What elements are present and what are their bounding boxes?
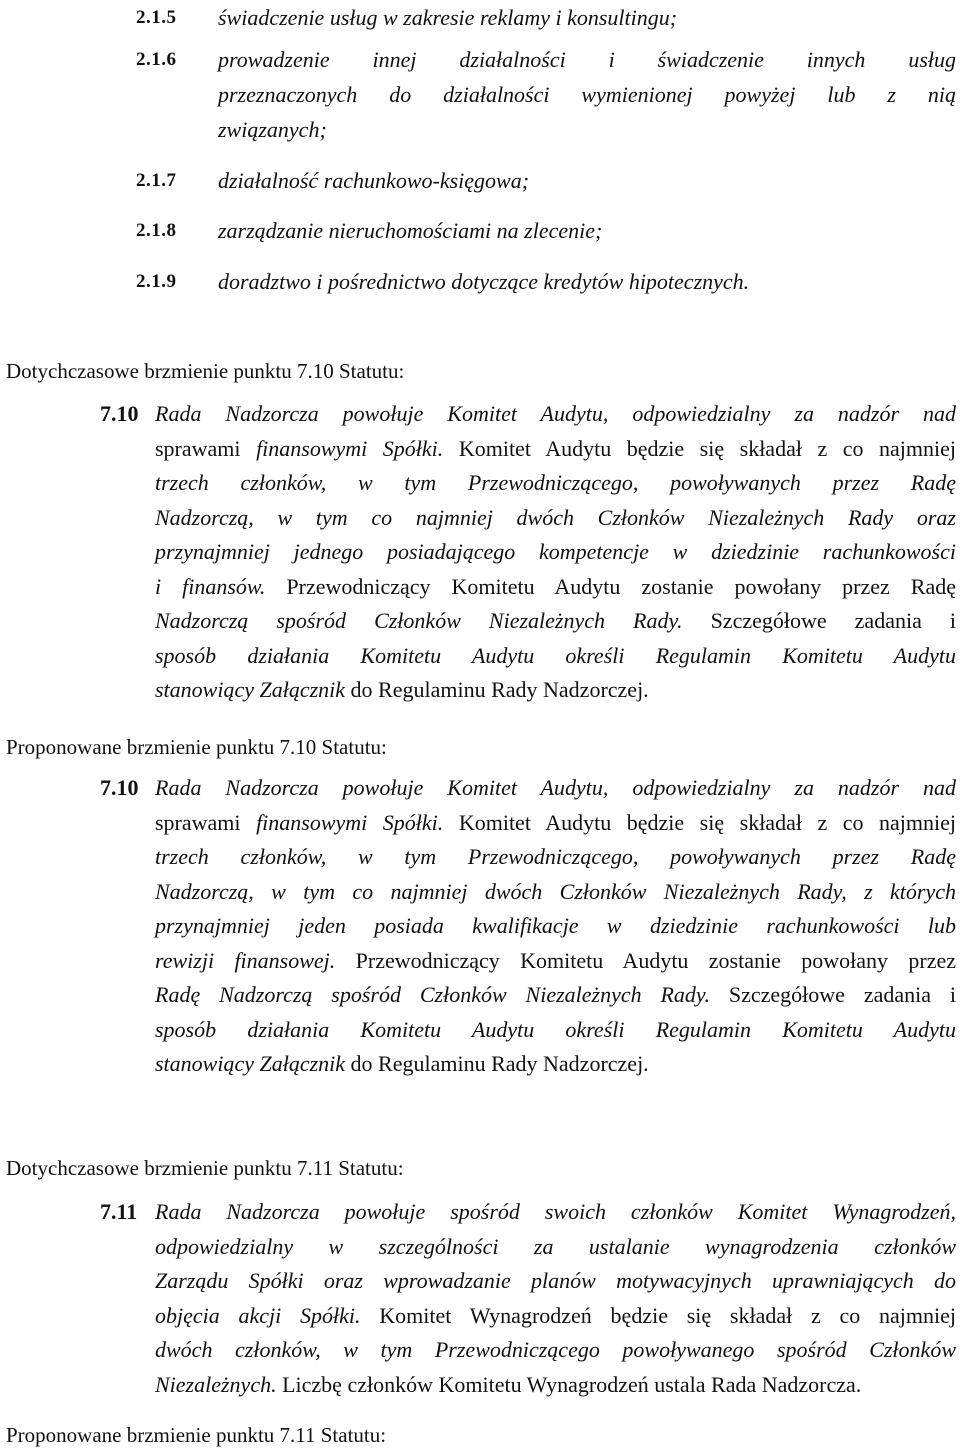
paragraph-line bbox=[155, 1013, 956, 1048]
section-heading: Proponowane brzmienie punktu 7.10 Statutu: bbox=[6, 735, 387, 759]
text-run: objęcia akcji Spółki. bbox=[155, 1302, 380, 1328]
paragraph-line bbox=[155, 978, 956, 1013]
text-run: sposób działania Komitetu Audytu określi Regulamin Komitetu Audytu bbox=[155, 642, 956, 668]
list-item-text: świadczenie usług w zakresie reklamy i konsultingu; bbox=[218, 5, 678, 30]
list-item-number: 2.1.8 bbox=[136, 220, 177, 241]
list-item-text-line: przeznaczonych do działalności wymienionej powyżej lub z nią bbox=[218, 82, 956, 107]
list-item-number: 2.1.7 bbox=[136, 170, 177, 191]
section-heading: Dotychczasowe brzmienie punktu 7.11 Statutu: bbox=[6, 1156, 404, 1180]
text-run: trzech członków, w tym Przewodniczącego, powoływanych przez Radę bbox=[155, 844, 956, 869]
list-item-text-line: związanych; bbox=[218, 117, 327, 142]
text-run: i finansów. bbox=[155, 573, 287, 599]
paragraph-line bbox=[155, 944, 956, 979]
paragraph-line bbox=[155, 840, 956, 875]
text-run: Szczegółowe zadania i bbox=[728, 982, 956, 1007]
paragraph-lines bbox=[155, 397, 956, 708]
section-heading: Proponowane brzmienie punktu 7.11 Statutu: bbox=[6, 1423, 387, 1447]
list-item bbox=[136, 42, 956, 147]
list-item-text: działalność rachunkowo-księgowa; bbox=[218, 168, 530, 193]
paragraph-line bbox=[155, 771, 956, 806]
text-run: sprawami bbox=[155, 809, 257, 835]
text-run: Niezależnych. bbox=[155, 1371, 283, 1397]
list-item bbox=[136, 0, 956, 35]
text-run: Komitet Audytu będzie się składał z co najmniej bbox=[458, 435, 957, 461]
paragraph-line bbox=[155, 535, 956, 570]
text-run: finansowymi Spółki. bbox=[256, 435, 459, 461]
list-item-text-line: prowadzenie innej działalności i świadczenie innych usług bbox=[218, 47, 956, 72]
text-run: rewizji finansowej. bbox=[155, 947, 356, 973]
text-run: Szczegółowe zadania i bbox=[710, 608, 956, 633]
list-item-text: zarządzanie nieruchomościami na zlecenie; bbox=[218, 218, 603, 243]
list-item-text: doradztwo i pośrednictwo dotyczące kredytów hipotecznych. bbox=[218, 269, 750, 294]
statute-paragraph bbox=[100, 1195, 956, 1402]
paragraph-line bbox=[155, 1264, 956, 1299]
paragraph-line bbox=[155, 1299, 956, 1334]
text-run: trzech członków, w tym Przewodniczącego, powoływanych przez Radę bbox=[155, 470, 956, 495]
text-run: Nadzorczą, w tym co najmniej dwóch Członków Niezależnych Rady, z których bbox=[155, 878, 956, 904]
text-run: do Regulaminu Rady Nadzorczej. bbox=[350, 677, 649, 702]
list-item-number: 2.1.9 bbox=[136, 271, 177, 292]
paragraph-line bbox=[155, 909, 956, 944]
paragraph-number: 7.10 bbox=[100, 401, 139, 426]
paragraph-line bbox=[155, 501, 956, 536]
list-item bbox=[136, 163, 956, 198]
list-item-number: 2.1.5 bbox=[136, 7, 177, 28]
text-run: Rada Nadzorcza powołuje spośród swoich członków Komitet Wynagrodzeń, bbox=[155, 1199, 956, 1224]
paragraph-line bbox=[155, 570, 956, 605]
text-run: Przewodniczący Komitetu Audytu zostanie powołany przez Radę bbox=[286, 573, 956, 599]
list-item bbox=[136, 264, 956, 299]
paragraph-line bbox=[155, 875, 956, 910]
paragraph-line bbox=[155, 1333, 956, 1368]
text-run: sprawami bbox=[155, 435, 257, 461]
text-run: finansowymi Spółki. bbox=[256, 809, 459, 835]
paragraph-lines bbox=[155, 771, 956, 1082]
text-run: Rada Nadzorcza powołuje Komitet Audytu, odpowiedzialny za nadzór nad bbox=[155, 401, 956, 426]
text-run: Radę Nadzorczą spośród Członków Niezależnych Rady. bbox=[155, 982, 729, 1007]
paragraph-line bbox=[155, 397, 956, 432]
text-run: Zarządu Spółki oraz wprowadzanie planów motywacyjnych uprawniających do bbox=[155, 1268, 956, 1293]
text-run: Rada Nadzorcza powołuje Komitet Audytu, odpowiedzialny za nadzór nad bbox=[155, 775, 956, 800]
text-run: stanowiący Załącznik bbox=[155, 677, 351, 702]
section-heading: Dotychczasowe brzmienie punktu 7.10 Statutu: bbox=[6, 359, 405, 383]
paragraph-line bbox=[155, 806, 956, 841]
text-run: Przewodniczący Komitetu Audytu zostanie powołany przez bbox=[355, 947, 956, 973]
paragraph-line bbox=[155, 673, 956, 708]
text-run: sposób działania Komitetu Audytu określi Regulamin Komitetu Audytu bbox=[155, 1016, 956, 1042]
paragraph-line bbox=[155, 1368, 956, 1403]
paragraph-line bbox=[155, 1047, 956, 1082]
text-run: odpowiedzialny w szczególności za ustalanie wynagrodzenia członków bbox=[155, 1233, 956, 1259]
text-run: dwóch członków, w tym Przewodniczącego powoływanego spośród Członków bbox=[155, 1337, 956, 1362]
text-run: Nadzorczą, w tym co najmniej dwóch Członków Niezależnych Rady oraz bbox=[155, 504, 956, 530]
statute-paragraph bbox=[100, 771, 956, 1082]
statute-paragraph bbox=[100, 397, 956, 708]
text-run: stanowiący Załącznik bbox=[155, 1051, 351, 1076]
text-run: przynajmniej jednego posiadającego kompetencje w dziedzinie rachunkowości bbox=[155, 539, 956, 564]
list-item bbox=[136, 213, 956, 248]
text-run: Komitet Audytu będzie się składał z co najmniej bbox=[458, 809, 957, 835]
paragraph-line bbox=[155, 432, 956, 467]
text-run: Komitet Wynagrodzeń będzie się składał z co najmniej bbox=[379, 1302, 957, 1328]
paragraph-line bbox=[155, 466, 956, 501]
paragraph-lines bbox=[155, 1195, 956, 1402]
paragraph-number: 7.10 bbox=[100, 775, 139, 800]
text-run: przynajmniej jeden posiada kwalifikacje w dziedzinie rachunkowości lub bbox=[155, 913, 956, 938]
paragraph-line bbox=[155, 1195, 956, 1230]
paragraph-line bbox=[155, 604, 956, 639]
paragraph-line bbox=[155, 1230, 956, 1265]
paragraph-line bbox=[155, 639, 956, 674]
text-run: Liczbę członków Komitetu Wynagrodzeń ustala Rada Nadzorcza. bbox=[282, 1371, 862, 1397]
text-run: Nadzorczą spośród Członków Niezależnych Rady. bbox=[155, 608, 711, 633]
paragraph-number: 7.11 bbox=[100, 1199, 138, 1224]
list-item-number: 2.1.6 bbox=[136, 49, 177, 70]
text-run: do Regulaminu Rady Nadzorczej. bbox=[350, 1051, 649, 1076]
